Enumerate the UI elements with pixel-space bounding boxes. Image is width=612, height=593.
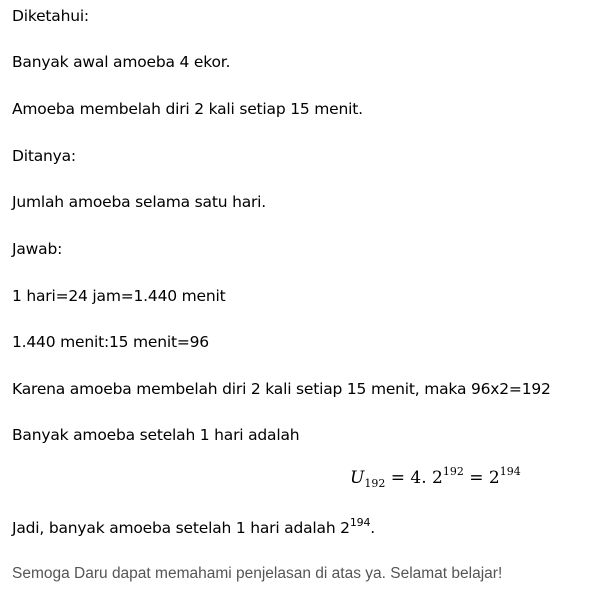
statement-initial-amount: Banyak awal amoeba 4 ekor. [12, 53, 231, 71]
step-amount-intro: Banyak amoeba setelah 1 hari adalah [12, 426, 300, 444]
formula-exponent-1: 192 [442, 465, 464, 478]
heading-jawab: Jawab: [12, 240, 63, 258]
closing-remark: Semoga Daru dapat memahami penjelasan di atas ya. Selamat belajar! [12, 565, 503, 582]
formula-subscript: 192 [364, 477, 386, 490]
formula-part-2: = 2 [463, 468, 500, 488]
step-day-to-minutes: 1 hari=24 jam=1.440 menit [12, 287, 226, 305]
statement-division-rate: Amoeba membelah diri 2 kali setiap 15 menit. [12, 100, 363, 118]
formula-exponent-2: 194 [499, 465, 521, 478]
heading-diketahui: Diketahui: [12, 7, 89, 25]
formula-part-1: = 4. 2 [385, 468, 443, 488]
step-total-divisions: Karena amoeba membelah diri 2 kali setiap 15 menit, maka 96x2=192 [12, 380, 551, 398]
conclusion-text [12, 518, 375, 538]
conclusion-period: . [370, 519, 375, 537]
step-minutes-division: 1.440 menit:15 menit=96 [12, 333, 209, 351]
formula-variable: U [350, 468, 365, 488]
conclusion-exponent: 194 [349, 516, 371, 529]
conclusion-body: Jadi, banyak amoeba setelah 1 hari adalah 2 [12, 519, 350, 537]
heading-ditanya: Ditanya: [12, 147, 76, 165]
question-text: Jumlah amoeba selama satu hari. [12, 193, 267, 211]
formula-equation [350, 466, 521, 490]
